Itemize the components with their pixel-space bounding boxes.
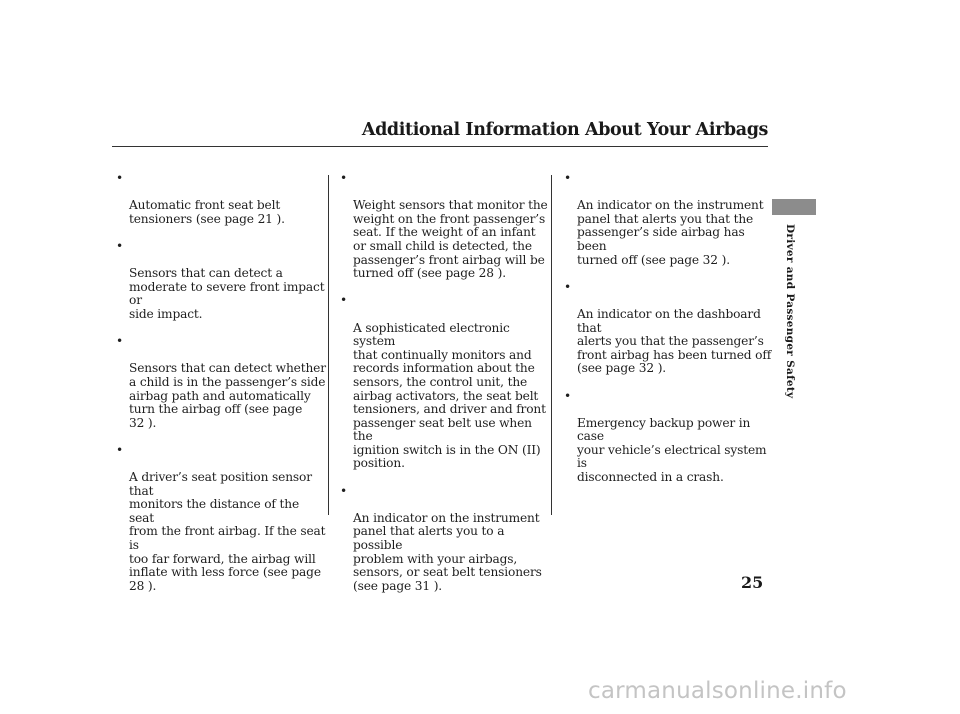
list-item [564,281,774,376]
column-3 [564,172,774,498]
list-item [116,444,326,594]
list-item-text: An indicator on the instrument panel that alerts you to a possible problem with your airbags, sensors, or seat belt tensioners (see page 31 ). [353,510,542,593]
list-item-text: An indicator on the dashboard that alerts you that the passenger’s front airbag has been turned off (see page 32 ). [577,306,772,376]
list-item-text: A sophisticated electronic system that continually monitors and records information about the sensors, the control unit, the airbag activators, the seat belt tensioners, and driver and front passenger seat belt use when the ignition switch is in the ON (II) position. [353,320,546,471]
column-1 [116,172,326,607]
list-item [564,390,774,485]
list-item [116,335,326,430]
list-item-text: Weight sensors that monitor the weight on the front passenger’s seat. If the weight of an infant or small child is detected, the passenger’s front airbag will be turned off (see page 28 ). [353,198,548,281]
list-item-text: An indicator on the instrument panel that alerts you that the passenger’s side airbag has been turned off (see page 32 ). [577,198,764,267]
list-item [564,172,774,267]
list-item-text: Sensors that can detect whether a child is in the passenger’s side airbag path and automatically turn the airbag off (see page 32 ). [129,361,326,430]
bullet-icon: • [564,171,572,185]
page-title: Additional Information About Your Airbags [361,120,768,140]
bullet-icon: • [116,238,124,253]
column-divider-1 [328,175,329,515]
bullet-icon: • [116,442,124,457]
column-divider-2 [551,175,552,515]
list-item-text: Sensors that can detect a moderate to severe front impact or side impact. [129,266,325,321]
bullet-icon: • [116,334,124,349]
list-item [340,294,550,471]
bullet-icon: • [564,279,572,294]
list-item-text: Automatic front seat belt tensioners (see page 21 ). [129,198,285,226]
column-2 [340,172,550,607]
list-item [340,172,550,281]
section-label-text: Driver and Passenger Safety [784,224,796,399]
list-item-text: Emergency backup power in case your vehicle’s electrical system is disconnected in a crash. [577,415,767,485]
list-item [340,485,550,594]
list-item [116,240,326,322]
bullet-icon: • [340,171,348,185]
section-tab-marker [772,199,816,215]
list-item-text: A driver’s seat position sensor that monitors the distance of the seat from the front airbag. If the seat is too far forward, the airbag will inflate with less force (see page 28 ). [129,470,326,593]
list-item [116,172,326,226]
watermark: carmanualsonline.info [588,678,847,704]
page-number: 25 [741,573,764,592]
bullet-icon: • [340,293,348,308]
bullet-icon: • [116,171,124,185]
title-divider [112,146,768,147]
bullet-icon: • [340,483,348,498]
bullet-icon: • [564,388,572,403]
